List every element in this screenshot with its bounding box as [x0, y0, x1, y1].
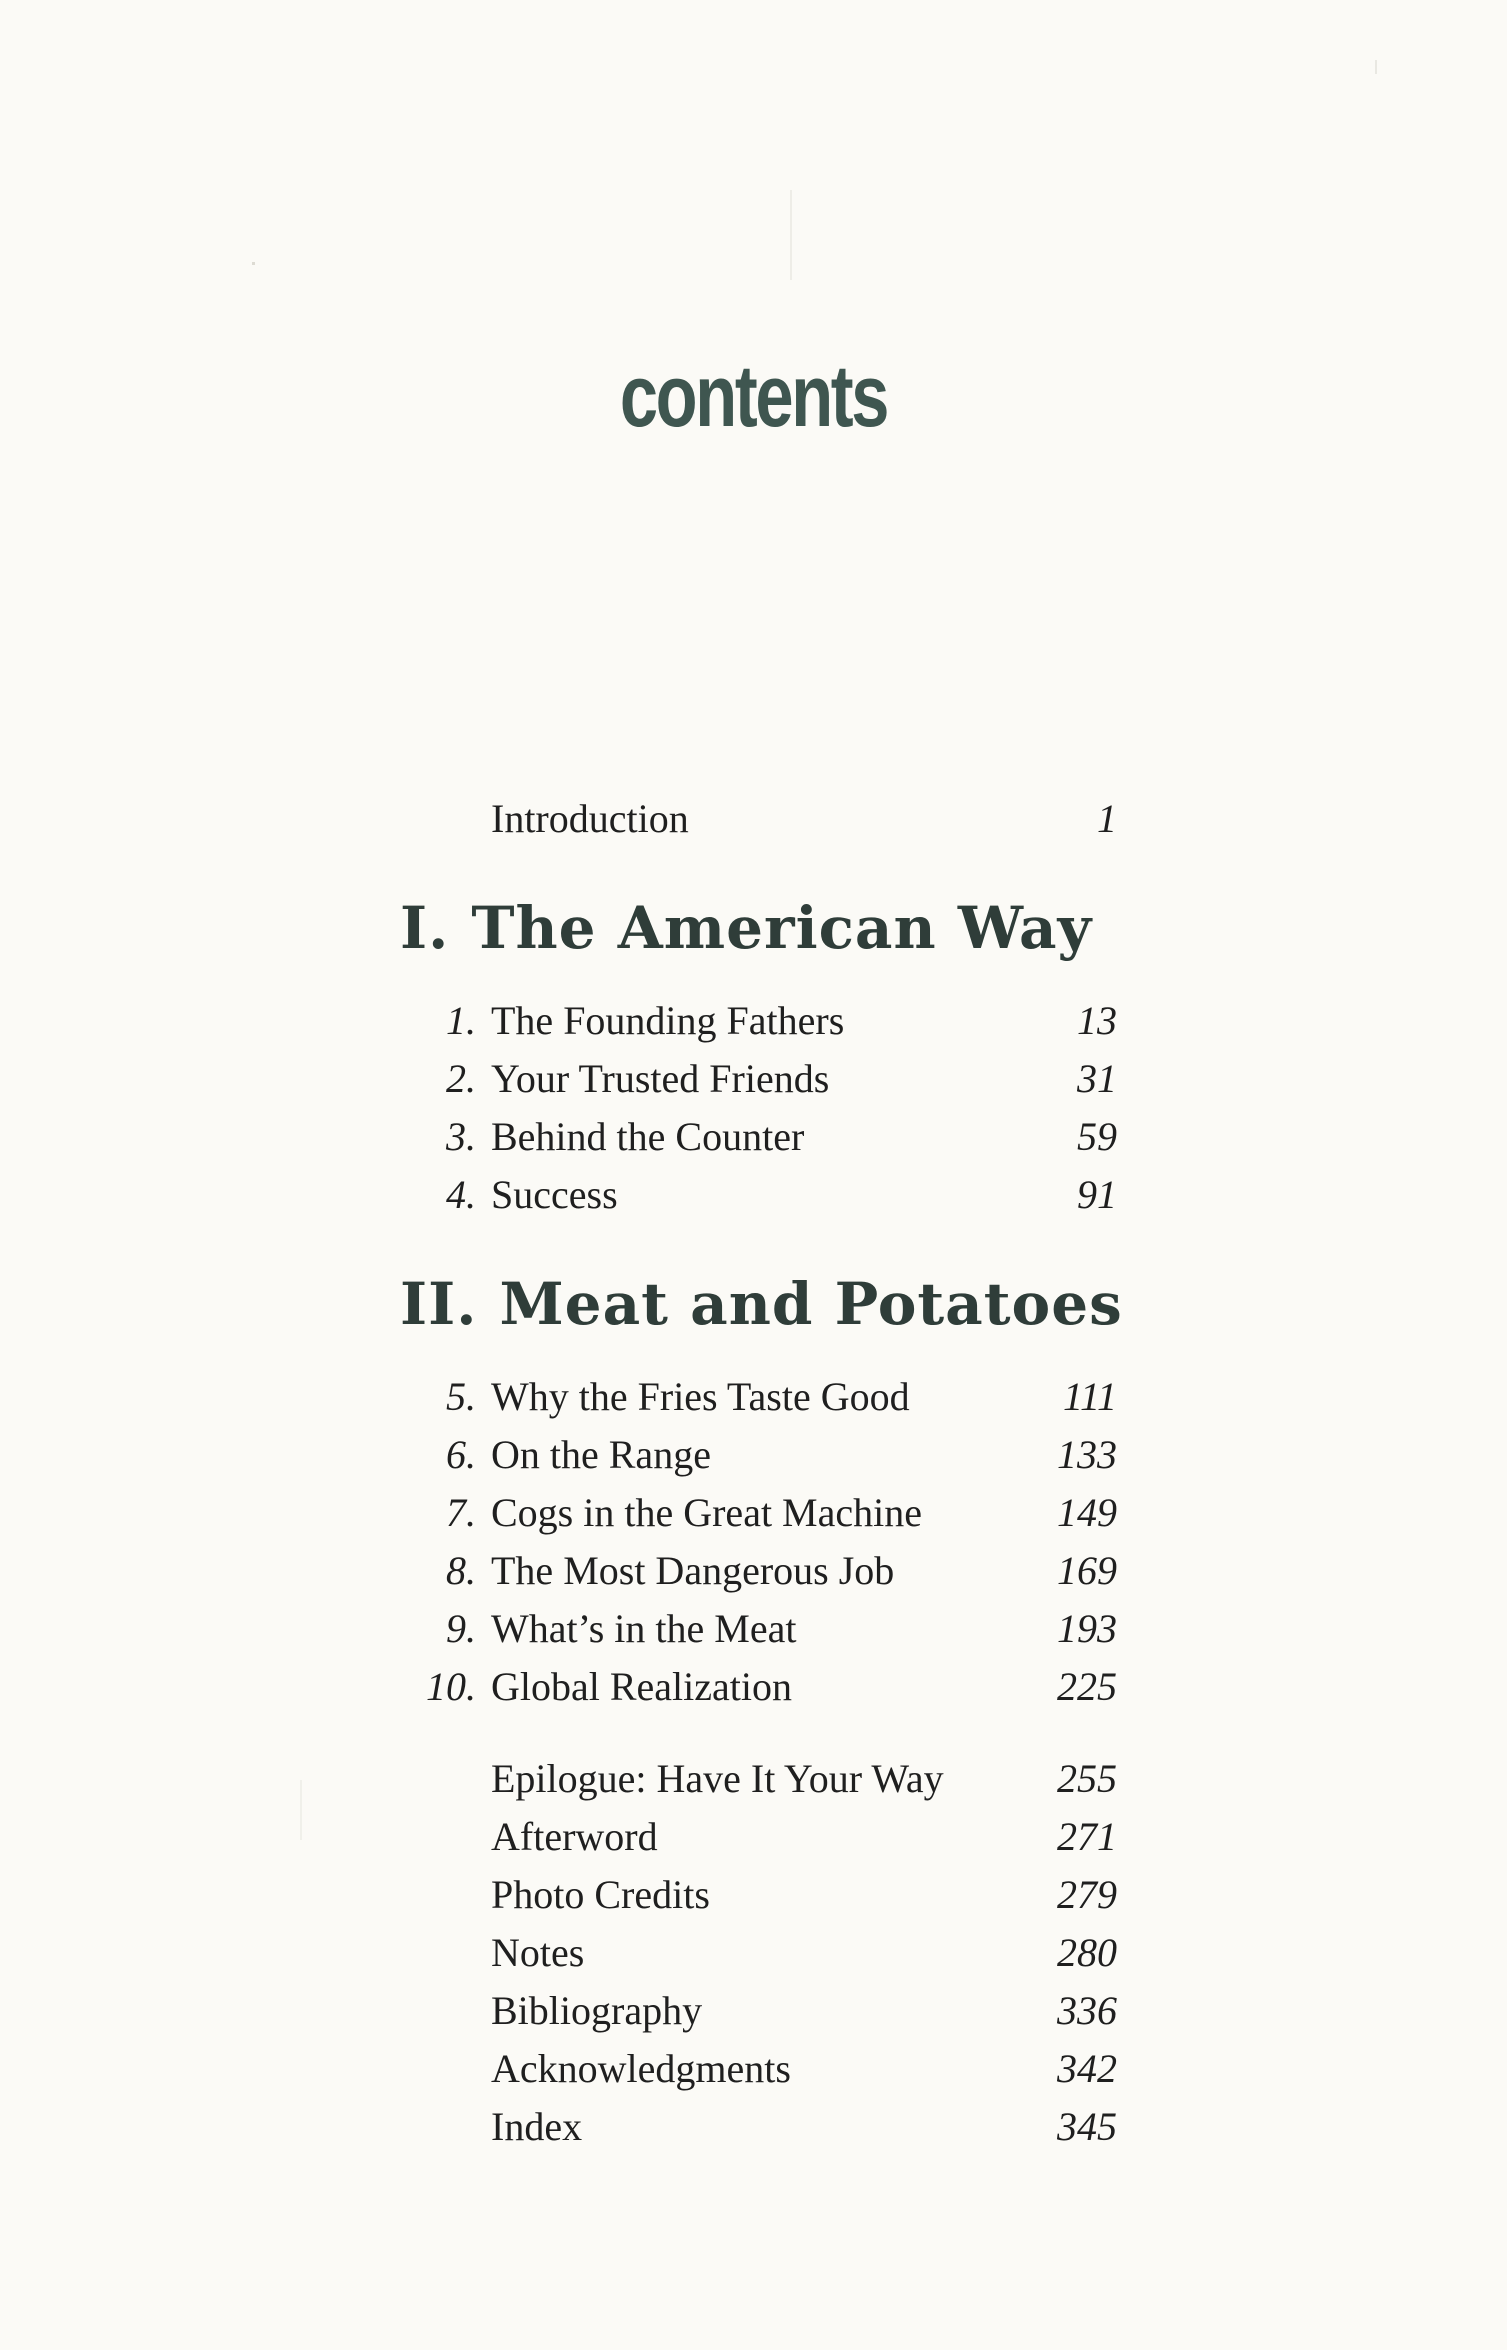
chapter-number: 6.: [446, 1432, 476, 1477]
part-heading-1: [400, 872, 1125, 984]
chapter-number: 2.: [446, 1056, 476, 1101]
toc-entry-afterword[interactable]: [400, 1808, 1125, 1866]
entry-page-number: 271: [1057, 1814, 1117, 1859]
entry-label: Introduction: [491, 796, 689, 841]
toc-entry-bibliography[interactable]: [400, 1982, 1125, 2040]
entry-label: Photo Credits: [491, 1872, 710, 1917]
entry-page-number: 225: [1057, 1664, 1117, 1709]
entry-page-number: 169: [1057, 1548, 1117, 1593]
entry-label: Acknowledgments: [491, 2046, 791, 2091]
paper-speck: [300, 1780, 302, 1840]
entry-page-number: 279: [1057, 1872, 1117, 1917]
part-1-chapters: [400, 992, 1125, 1224]
toc-entry-chapter-10[interactable]: [400, 1658, 1125, 1716]
entry-label: Behind the Counter: [491, 1114, 805, 1159]
toc-entry-epilogue[interactable]: [400, 1750, 1125, 1808]
entry-label: On the Range: [491, 1432, 711, 1477]
back-matter-list: [400, 1750, 1125, 2156]
chapter-number: 8.: [446, 1548, 476, 1593]
entry-page-number: 59: [1077, 1114, 1117, 1159]
toc-entry-introduction[interactable]: [400, 790, 1125, 848]
part-2-chapters: [400, 1368, 1125, 1716]
entry-label: The Most Dangerous Job: [491, 1548, 895, 1593]
entry-page-number: 31: [1077, 1056, 1117, 1101]
chapter-number: 1.: [446, 998, 476, 1043]
toc-entry-chapter-4[interactable]: [400, 1166, 1125, 1224]
toc-entry-chapter-6[interactable]: [400, 1426, 1125, 1484]
entry-page-number: 111: [1062, 1374, 1117, 1419]
entry-page-number: 1: [1097, 796, 1117, 841]
toc-entry-chapter-9[interactable]: [400, 1600, 1125, 1658]
entry-label: Notes: [491, 1930, 585, 1975]
paper-speck: [252, 262, 255, 265]
entry-label: Success: [491, 1172, 618, 1217]
toc-entry-chapter-8[interactable]: [400, 1542, 1125, 1600]
part-numeral: I.: [400, 894, 450, 962]
toc-entry-chapter-2[interactable]: [400, 1050, 1125, 1108]
toc-entry-notes[interactable]: [400, 1924, 1125, 1982]
toc-entry-chapter-3[interactable]: [400, 1108, 1125, 1166]
contents-heading: contents: [619, 346, 888, 445]
entry-label: Bibliography: [491, 1988, 703, 2033]
entry-page-number: 345: [1057, 2104, 1117, 2149]
part-title: Meat and Potatoes: [499, 1270, 1123, 1338]
entry-page-number: 280: [1057, 1930, 1117, 1975]
part-numeral: II.: [400, 1270, 478, 1338]
chapter-number: 5.: [446, 1374, 476, 1419]
entry-page-number: 13: [1077, 998, 1117, 1043]
entry-page-number: 193: [1057, 1606, 1117, 1651]
paper-speck: [1375, 60, 1377, 74]
toc-entry-index[interactable]: [400, 2098, 1125, 2156]
paper-speck: [790, 190, 792, 280]
entry-page-number: 149: [1057, 1490, 1117, 1535]
table-of-contents: [400, 790, 1125, 2156]
entry-label: Cogs in the Great Machine: [491, 1490, 922, 1535]
entry-page-number: 342: [1057, 2046, 1117, 2091]
entry-label: Why the Fries Taste Good: [491, 1374, 910, 1419]
chapter-number: 7.: [446, 1490, 476, 1535]
entry-page-number: 91: [1077, 1172, 1117, 1217]
toc-entry-chapter-7[interactable]: [400, 1484, 1125, 1542]
entry-page-number: 336: [1057, 1988, 1117, 2033]
chapter-number: 10.: [426, 1664, 476, 1709]
part-title: The American Way: [471, 894, 1093, 962]
entry-label: Epilogue: Have It Your Way: [491, 1756, 944, 1801]
toc-entry-acknowledgments[interactable]: [400, 2040, 1125, 2098]
entry-page-number: 133: [1057, 1432, 1117, 1477]
part-heading-2: [400, 1248, 1125, 1360]
chapter-number: 9.: [446, 1606, 476, 1651]
toc-entry-chapter-5[interactable]: [400, 1368, 1125, 1426]
toc-entry-chapter-1[interactable]: [400, 992, 1125, 1050]
entry-label: Global Realization: [491, 1664, 793, 1709]
entry-label: The Founding Fathers: [491, 998, 845, 1043]
chapter-number: 3.: [446, 1114, 476, 1159]
toc-entry-photo-credits[interactable]: [400, 1866, 1125, 1924]
entry-label: Index: [491, 2104, 583, 2149]
chapter-number: 4.: [446, 1172, 476, 1217]
entry-label: Afterword: [491, 1814, 658, 1859]
entry-label: Your Trusted Friends: [491, 1056, 830, 1101]
entry-page-number: 255: [1057, 1756, 1117, 1801]
entry-label: What’s in the Meat: [491, 1606, 797, 1651]
